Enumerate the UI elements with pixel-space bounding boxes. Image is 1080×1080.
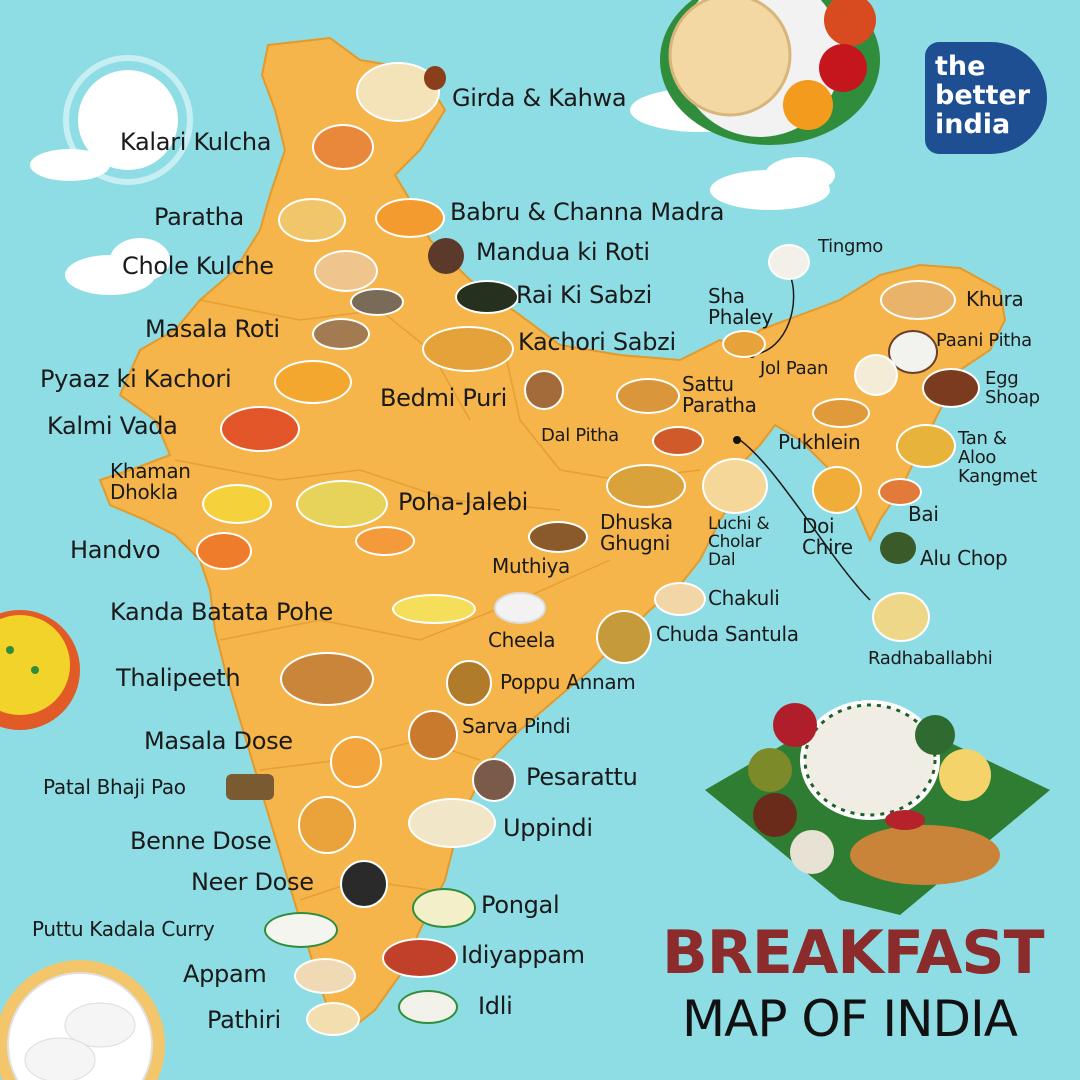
- label-jol-paan: Jol Paan: [760, 358, 829, 379]
- idli-plate-illustration: [0, 960, 165, 1080]
- food-icon: [446, 660, 492, 706]
- thali-illustration: [705, 700, 1050, 915]
- food-icon: [220, 406, 300, 452]
- food-icon: [226, 774, 274, 800]
- food-icon: [294, 958, 356, 994]
- food-icon: [408, 798, 496, 848]
- food-icon: [428, 238, 464, 274]
- label-chakuli: Chakuli: [708, 586, 780, 610]
- label-kalari-kulcha: Kalari Kulcha: [120, 128, 272, 156]
- label-puttu-kadala-curry: Puttu Kadala Curry: [32, 917, 215, 941]
- food-icon: [398, 990, 458, 1024]
- label-dhuska-ghugni: Dhuska Ghugni: [600, 510, 673, 555]
- food-icon: [422, 326, 514, 372]
- label-bai: Bai: [908, 502, 939, 526]
- food-icon: [872, 592, 930, 642]
- food-icon: [375, 198, 445, 238]
- food-icon: [196, 532, 252, 570]
- label-dal-pitha: Dal Pitha: [541, 425, 619, 446]
- label-alu-chop: Alu Chop: [920, 546, 1008, 570]
- label-luchi-cholar-dal: Luchi & Cholar Dal: [708, 514, 770, 570]
- label-cheela: Cheela: [488, 628, 556, 652]
- label-pongal: Pongal: [481, 891, 560, 919]
- food-icon: [408, 710, 458, 760]
- label-girda-kahwa: Girda & Kahwa: [452, 84, 627, 112]
- food-icon: [278, 198, 346, 242]
- label-masala-dose: Masala Dose: [144, 727, 293, 755]
- label-benne-dose: Benne Dose: [130, 827, 272, 855]
- label-patal-bhaji-pao: Patal Bhaji Pao: [43, 775, 186, 799]
- label-handvo: Handvo: [70, 536, 161, 564]
- food-icon: [412, 888, 476, 928]
- label-khura: Khura: [966, 287, 1024, 311]
- label-idli: Idli: [478, 992, 513, 1020]
- food-icon: [596, 610, 652, 664]
- food-icon: [312, 318, 370, 350]
- label-uppindi: Uppindi: [503, 814, 593, 842]
- label-mandua-ki-roti: Mandua ki Roti: [476, 238, 650, 266]
- food-icon: [306, 1002, 360, 1036]
- label-pukhlein: Pukhlein: [778, 430, 861, 454]
- food-icon: [896, 424, 956, 468]
- label-neer-dose: Neer Dose: [191, 868, 314, 896]
- food-icon: [768, 244, 810, 280]
- food-icon: [274, 360, 352, 404]
- food-icon: [702, 458, 768, 514]
- food-icon: [202, 484, 272, 524]
- food-icon: [424, 66, 446, 90]
- food-icon: [528, 521, 588, 553]
- food-icon: [355, 526, 415, 556]
- label-paratha: Paratha: [154, 203, 244, 231]
- food-icon: [652, 426, 704, 456]
- food-icon: [854, 354, 898, 396]
- label-sarva-pindi: Sarva Pindi: [462, 714, 571, 738]
- label-tingmo: Tingmo: [818, 236, 884, 257]
- label-masala-roti: Masala Roti: [145, 315, 280, 343]
- label-poha-jalebi: Poha-Jalebi: [398, 488, 529, 516]
- label-poppu-annam: Poppu Annam: [500, 670, 636, 694]
- food-icon: [472, 758, 516, 802]
- food-icon: [312, 124, 374, 170]
- food-icon: [812, 398, 870, 428]
- logo-line-2: better: [935, 80, 1031, 111]
- title-main: BREAKFAST: [662, 918, 1044, 988]
- food-icon: [922, 368, 980, 408]
- title-sub: MAP OF INDIA: [682, 990, 1017, 1048]
- food-icon: [722, 330, 766, 358]
- label-radhaballabhi: Radhaballabhi: [868, 648, 993, 669]
- food-icon: [340, 860, 388, 908]
- food-icon: [606, 464, 686, 508]
- logo-line-1: the: [935, 51, 986, 82]
- food-icon: [298, 796, 356, 854]
- food-icon: [350, 288, 404, 316]
- food-icon: [296, 480, 388, 528]
- label-kanda-batata-pohe: Kanda Batata Pohe: [110, 598, 334, 626]
- food-icon: [494, 592, 546, 624]
- food-icon: [314, 250, 378, 292]
- label-babru-channa-madra: Babru & Channa Madra: [450, 198, 725, 226]
- food-icon: [280, 652, 374, 706]
- label-doi-chire: Doi Chire: [802, 514, 853, 559]
- label-pyaaz-ki-kachori: Pyaaz ki Kachori: [40, 365, 232, 393]
- the-better-india-logo: [925, 42, 1047, 154]
- label-muthiya: Muthiya: [492, 554, 570, 578]
- label-appam: Appam: [183, 960, 267, 988]
- food-icon: [880, 532, 916, 564]
- food-icon: [812, 466, 862, 514]
- logo-line-3: india: [935, 109, 1011, 140]
- food-icon: [524, 370, 564, 410]
- label-kalmi-vada: Kalmi Vada: [47, 412, 178, 440]
- label-khaman-dhokla: Khaman Dhokla: [110, 459, 191, 504]
- label-pathiri: Pathiri: [207, 1006, 281, 1034]
- label-sattu-paratha: Sattu Paratha: [682, 372, 757, 417]
- label-kachori-sabzi: Kachori Sabzi: [518, 328, 676, 356]
- food-icon: [455, 280, 519, 314]
- food-icon: [330, 736, 382, 788]
- food-icon: [264, 912, 338, 948]
- label-pesarattu: Pesarattu: [526, 763, 638, 791]
- poha-bowl-illustration: [0, 610, 80, 730]
- label-chuda-santula: Chuda Santula: [656, 622, 799, 646]
- food-icon: [392, 594, 476, 624]
- label-egg-shoap: Egg Shoap: [985, 368, 1040, 408]
- food-icon: [382, 938, 458, 978]
- label-sha-phaley: Sha Phaley: [708, 284, 773, 329]
- label-idiyappam: Idiyappam: [461, 941, 585, 969]
- label-chole-kulche: Chole Kulche: [122, 252, 274, 280]
- label-bedmi-puri: Bedmi Puri: [380, 384, 507, 412]
- label-thalipeeth: Thalipeeth: [116, 664, 241, 692]
- food-icon: [654, 582, 706, 616]
- label-rai-ki-sabzi: Rai Ki Sabzi: [516, 281, 653, 309]
- label-tan-aloo-kangmet: Tan & Aloo Kangmet: [958, 428, 1037, 487]
- label-paani-pitha: Paani Pitha: [936, 330, 1032, 351]
- food-icon: [880, 280, 956, 320]
- food-icon: [616, 378, 680, 414]
